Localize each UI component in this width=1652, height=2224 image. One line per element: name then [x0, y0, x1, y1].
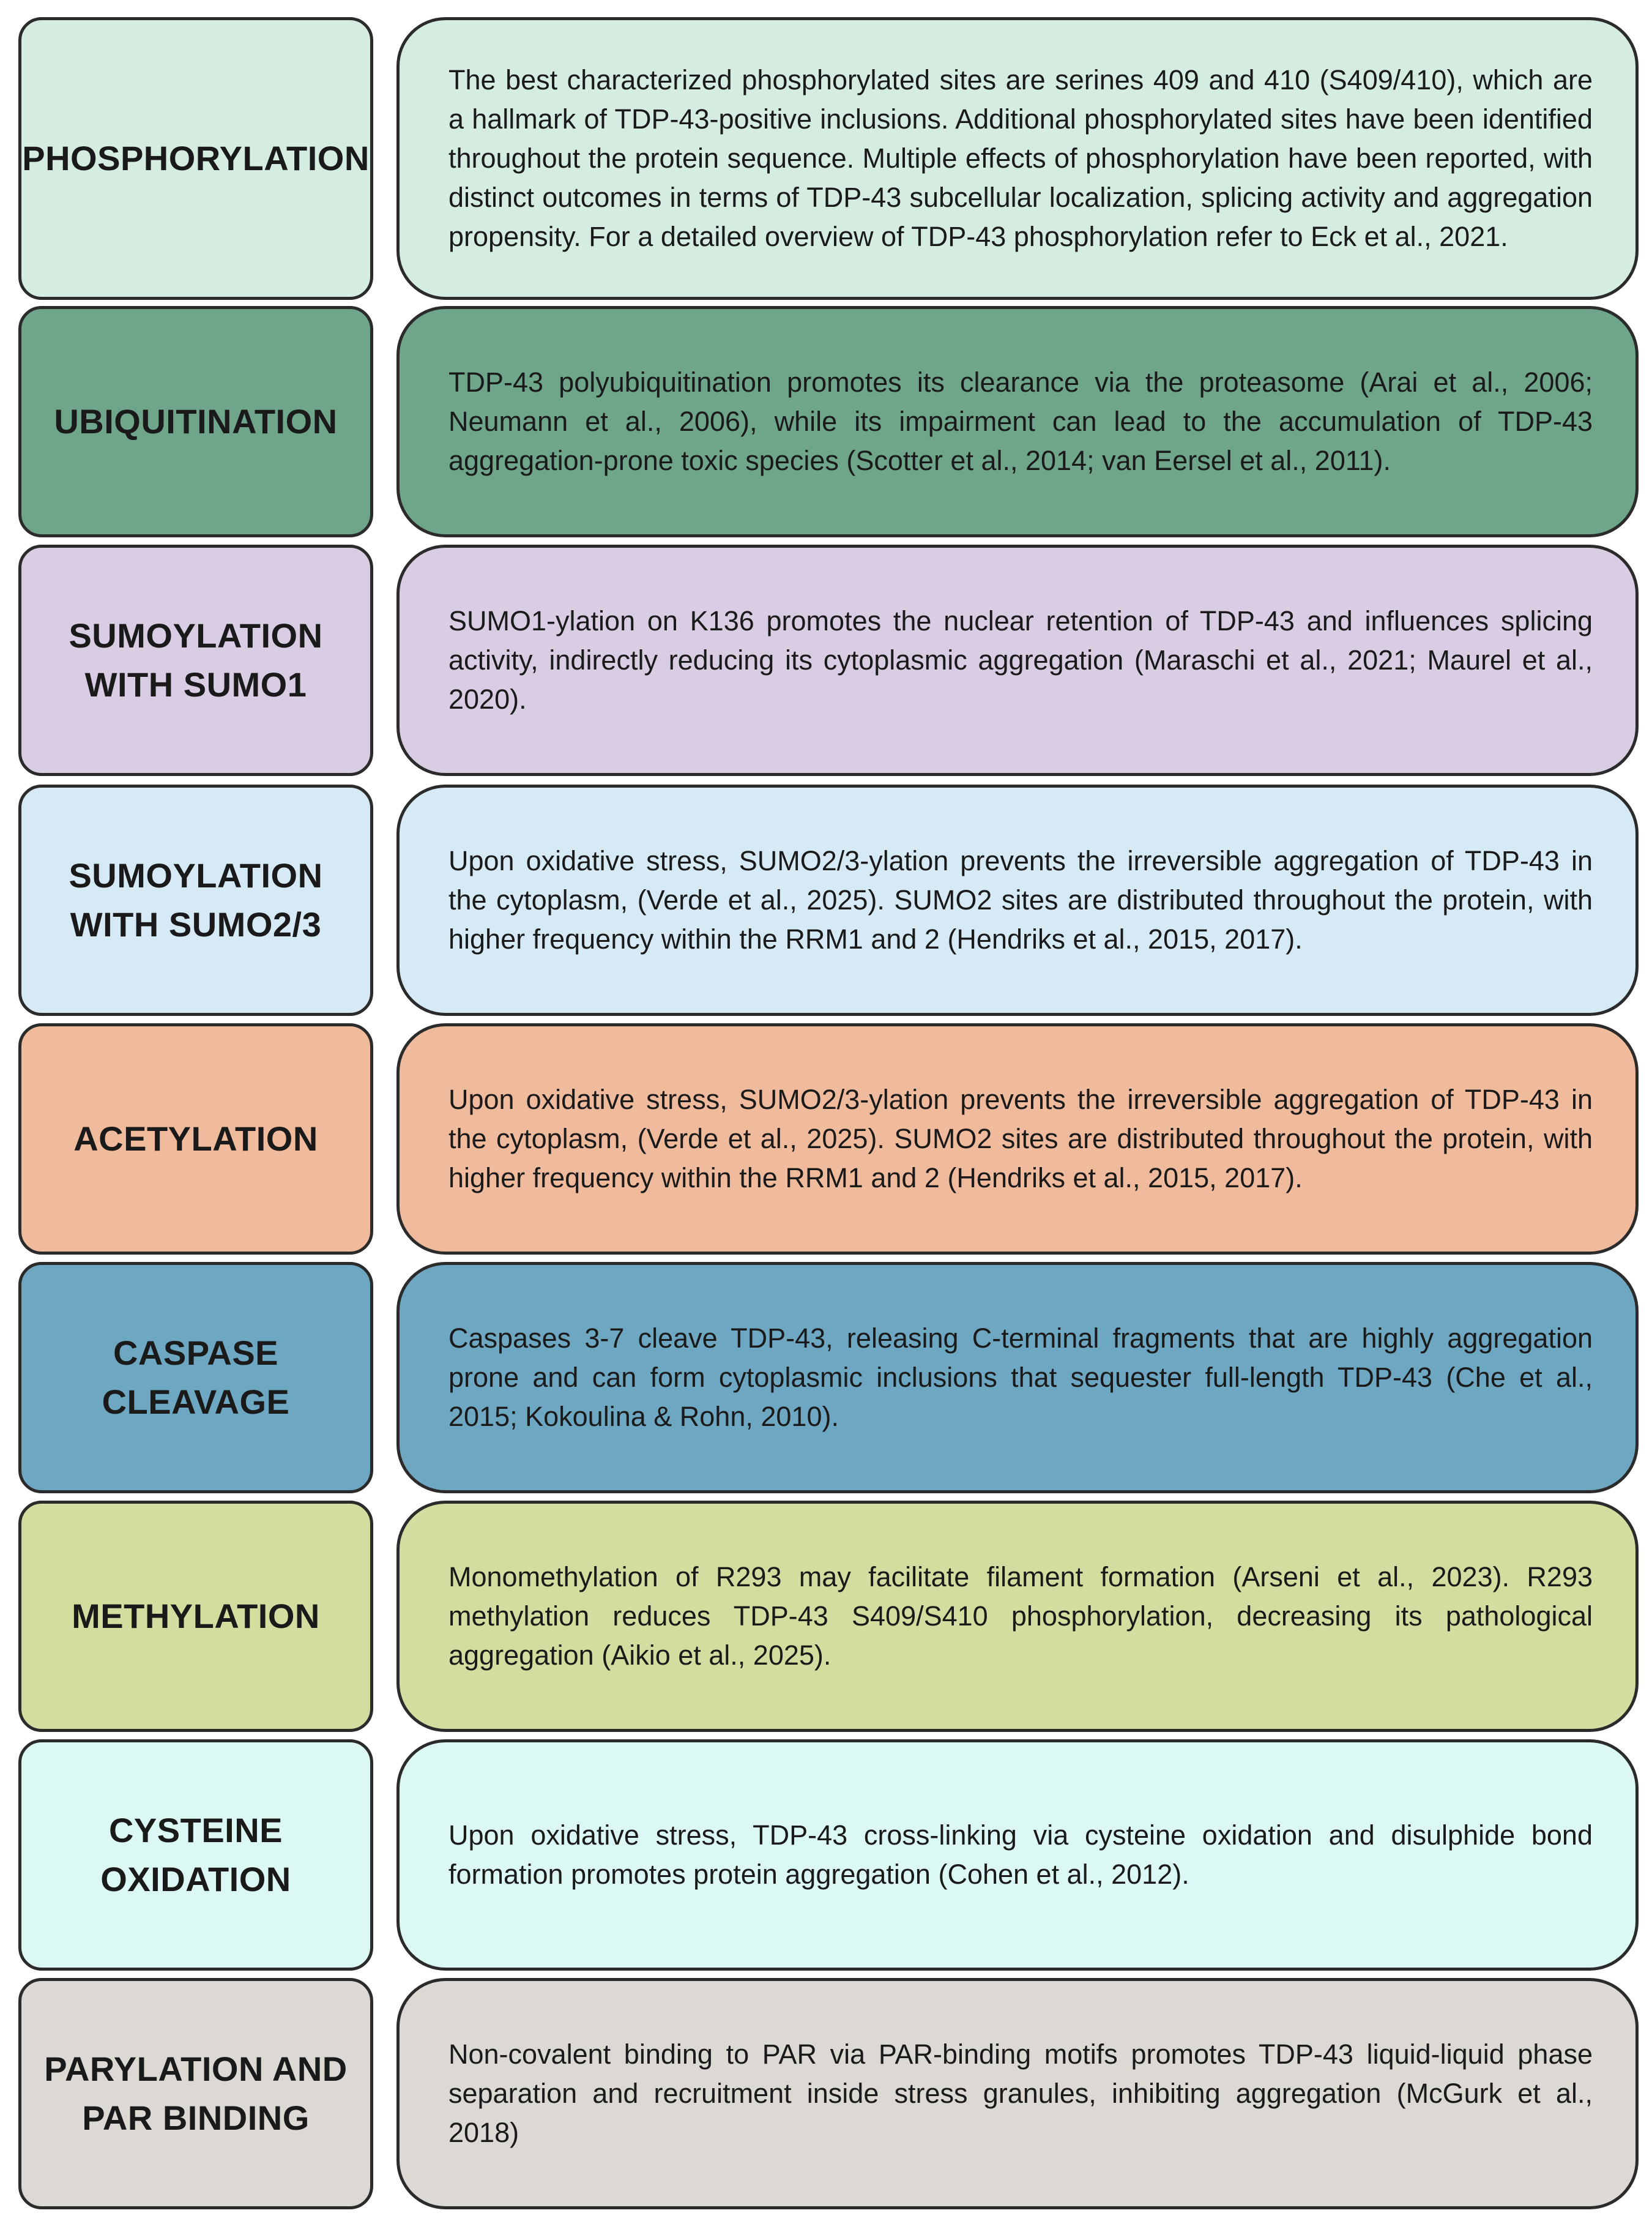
label-sumoylation-sumo1: SUMOYLATION WITH SUMO1 [69, 616, 323, 704]
label-acetylation: ACETYLATION [73, 1119, 318, 1158]
row-methylation [0, 1501, 1652, 1732]
label-methylation: METHYLATION [72, 1597, 320, 1635]
label-box-caspase-cleavage [18, 1262, 373, 1493]
desc-sumoylation-sumo23: Upon oxidative stress, SUMO2/3-ylation prevents the irreversible aggregation of TDP-43 in the cytoplasm, (Verde et al., 2025). SUMO2 sites are distributed throughout the protein, with higher frequency within the RRM1 and 2 (Hendriks et al., 2015, 2017). [448, 845, 1593, 955]
row-sumoylation-sumo23 [0, 785, 1652, 1016]
desc-box-ubiquitination [396, 306, 1639, 537]
row-cysteine-oxidation [0, 1739, 1652, 1971]
desc-acetylation: Upon oxidative stress, SUMO2/3-ylation prevents the irreversible aggregation of TDP-43 in the cytoplasm, (Verde et al., 2025). SUMO2 sites are distributed throughout the protein, with higher frequency within the RRM1 and 2 (Hendriks et al., 2015, 2017). [448, 1084, 1593, 1193]
desc-parylation-par-binding: Non-covalent binding to PAR via PAR-binding motifs promotes TDP-43 liquid-liquid phase separation and recruitment inside stress granules, inhibiting aggregation (McGurk et al., 2018) [448, 2039, 1593, 2148]
desc-box-caspase-cleavage [396, 1262, 1639, 1493]
label-box-methylation [18, 1501, 373, 1732]
desc-sumoylation-sumo1: SUMO1-ylation on K136 promotes the nuclear retention of TDP-43 and influences splicing activity, indirectly reducing its cytoplasmic aggregation (Maraschi et al., 2021; Maurel et al., 2020). [448, 605, 1593, 715]
label-box-ubiquitination [18, 306, 373, 537]
label-parylation-par-binding: PARYLATION AND PAR BINDING [44, 2050, 348, 2137]
desc-box-acetylation [396, 1023, 1639, 1255]
label-box-phosphorylation [18, 17, 373, 300]
desc-methylation: Monomethylation of R293 may facilitate filament formation (Arseni et al., 2023). R293 methylation reduces TDP-43 S409/S410 phosphorylation, decreasing its pathological aggregation (Aikio et al., 2025). [448, 1561, 1593, 1671]
label-sumoylation-sumo23: SUMOYLATION WITH SUMO2/3 [69, 856, 323, 944]
desc-box-methylation [396, 1501, 1639, 1732]
desc-box-sumoylation-sumo1 [396, 545, 1639, 776]
desc-caspase-cleavage: Caspases 3-7 cleave TDP-43, releasing C-terminal fragments that are highly aggregation prone and can form cytoplasmic inclusions that sequester full-length TDP-43 (Che et al., 2015; Kokoulina & Rohn, 2010). [448, 1323, 1593, 1432]
row-phosphorylation [0, 17, 1652, 300]
label-caspase-cleavage: CASPASE CLEAVAGE [102, 1334, 290, 1421]
label-cysteine-oxidation: CYSTEINE OXIDATION [100, 1811, 291, 1898]
row-caspase-cleavage [0, 1262, 1652, 1493]
label-box-cysteine-oxidation [18, 1739, 373, 1971]
label-phosphorylation: PHOSPHORYLATION [22, 139, 370, 177]
desc-box-sumoylation-sumo23 [396, 785, 1639, 1016]
row-parylation-par-binding [0, 1978, 1652, 2209]
label-box-sumoylation-sumo23 [18, 785, 373, 1016]
label-ubiquitination: UBIQUITINATION [54, 402, 338, 441]
label-box-parylation-par-binding [18, 1978, 373, 2209]
row-sumoylation-sumo1 [0, 545, 1652, 776]
desc-box-cysteine-oxidation [396, 1739, 1639, 1971]
desc-cysteine-oxidation: Upon oxidative stress, TDP-43 cross-linking via cysteine oxidation and disulphide bond formation promotes protein aggregation (Cohen et al., 2012). [448, 1819, 1593, 1890]
desc-box-parylation-par-binding [396, 1978, 1639, 2209]
desc-phosphorylation: The best characterized phosphorylated sites are serines 409 and 410 (S409/410), which are a hallmark of TDP-43-positive inclusions. Additional phosphorylated sites have been identified throughout the protein sequence. Multiple effects of phosphorylation have been reported, with distinct outcomes in terms of TDP-43 subcellular localization, splicing activity and aggregation propensity. For a detailed overview of TDP-43 phosphorylation refer to Eck et al., 2021. [448, 64, 1593, 252]
label-box-sumoylation-sumo1 [18, 545, 373, 776]
desc-box-phosphorylation [396, 17, 1639, 300]
desc-ubiquitination: TDP-43 polyubiquitination promotes its clearance via the proteasome (Arai et al., 2006; Neumann et al., 2006), while its impairment can lead to the accumulation of TDP-43 aggregation-prone toxic species (Scotter et al., 2014; van Eersel et al., 2011). [448, 367, 1593, 476]
row-ubiquitination [0, 306, 1652, 537]
row-acetylation [0, 1023, 1652, 1255]
label-box-acetylation [18, 1023, 373, 1255]
